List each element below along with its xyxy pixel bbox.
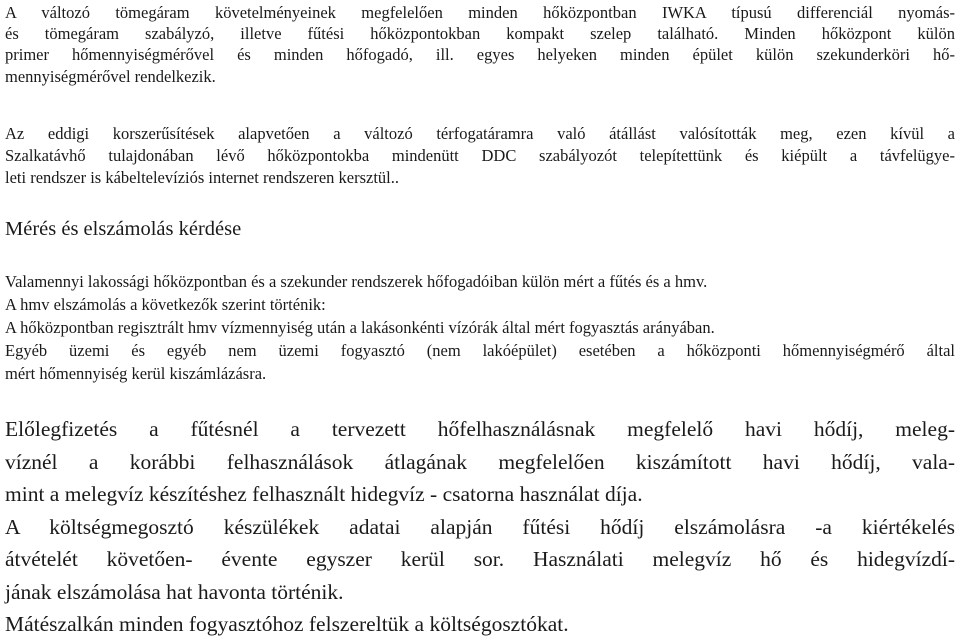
billing-line-6: jának elszámolása hat havonta történik. — [5, 579, 344, 604]
billing-line-2: víznél a korábbi felhasználások átlagának megfelelően kiszámított havi hődíj, vala- — [5, 449, 955, 474]
billing-line-4: A költségmegosztó készülékek adatai alapján fűtési hődíj elszámolásra -a kiértékelés — [5, 514, 955, 539]
section-heading: Mérés és elszámolás kérdése — [5, 218, 242, 240]
billing-line-7: Mátészalkán minden fogyasztóhoz felszereltük a költségosztókat. — [5, 612, 569, 636]
modernization-line-1: Az eddigi korszerűsítések alapvetően a változó térfogatáramra való átállást valósították meg, ezen kívül a — [5, 124, 955, 143]
metering-line-2: A hmv elszámolás a következők szerint történik: — [5, 295, 326, 314]
intro-line-3: primer hőmennyiségmérővel és minden hőfogadó, ill. egyes helyeken minden épület külön szekunderköri hő- — [5, 45, 955, 65]
intro-line-1: A változó tömegáram követelményeinek megfelelően minden hőközpontban IWKA típusú differenciál nyomás- — [5, 3, 955, 22]
metering-paragraph — [5, 270, 955, 385]
modernization-paragraph — [5, 123, 955, 189]
metering-line-5: mért hőmennyiség kerül kiszámlázásra. — [5, 364, 267, 383]
billing-paragraph — [5, 413, 955, 641]
intro-paragraph — [5, 2, 955, 87]
metering-line-1: Valamennyi lakossági hőközpontban és a szekunder rendszerek hőfogadóiban külön mért a fűtés és a hmv. — [5, 272, 708, 291]
billing-line-1: Előlegfizetés a fűtésnél a tervezett hőfelhasználásnak megfelelő havi hődíj, meleg- — [5, 417, 955, 441]
metering-line-4: Egyéb üzemi és egyéb nem üzemi fogyasztó (nem lakóépület) esetében a hőközponti hőmennyiségmérő által — [5, 341, 955, 360]
intro-line-2: és tömegáram szabályzó, illetve fűtési hőközpontokban kompakt szelep található. Minden hőközpont külön — [5, 24, 955, 44]
billing-line-5: átvételét követően- évente egyszer kerül sor. Használati melegvíz hő és hidegvízdí- — [5, 547, 955, 571]
modernization-line-2: Szalkatávhő tulajdonában lévő hőközpontokba mindenütt DDC szabályozót telepítettünk és kiépült a távfelügye- — [5, 146, 955, 165]
billing-line-3: mint a melegvíz készítéshez felhasznált hidegvíz - csatorna használat díja. — [5, 482, 643, 506]
intro-line-4: mennyiségmérővel rendelkezik. — [5, 66, 216, 86]
modernization-line-3: leti rendszer is kábeltelevíziós internet rendszeren kersztül.. — [5, 168, 400, 187]
metering-line-3: A hőközpontban regisztrált hmv vízmennyiség után a lakásonkénti vízórák által mért fogyasztás arányában. — [5, 318, 715, 337]
